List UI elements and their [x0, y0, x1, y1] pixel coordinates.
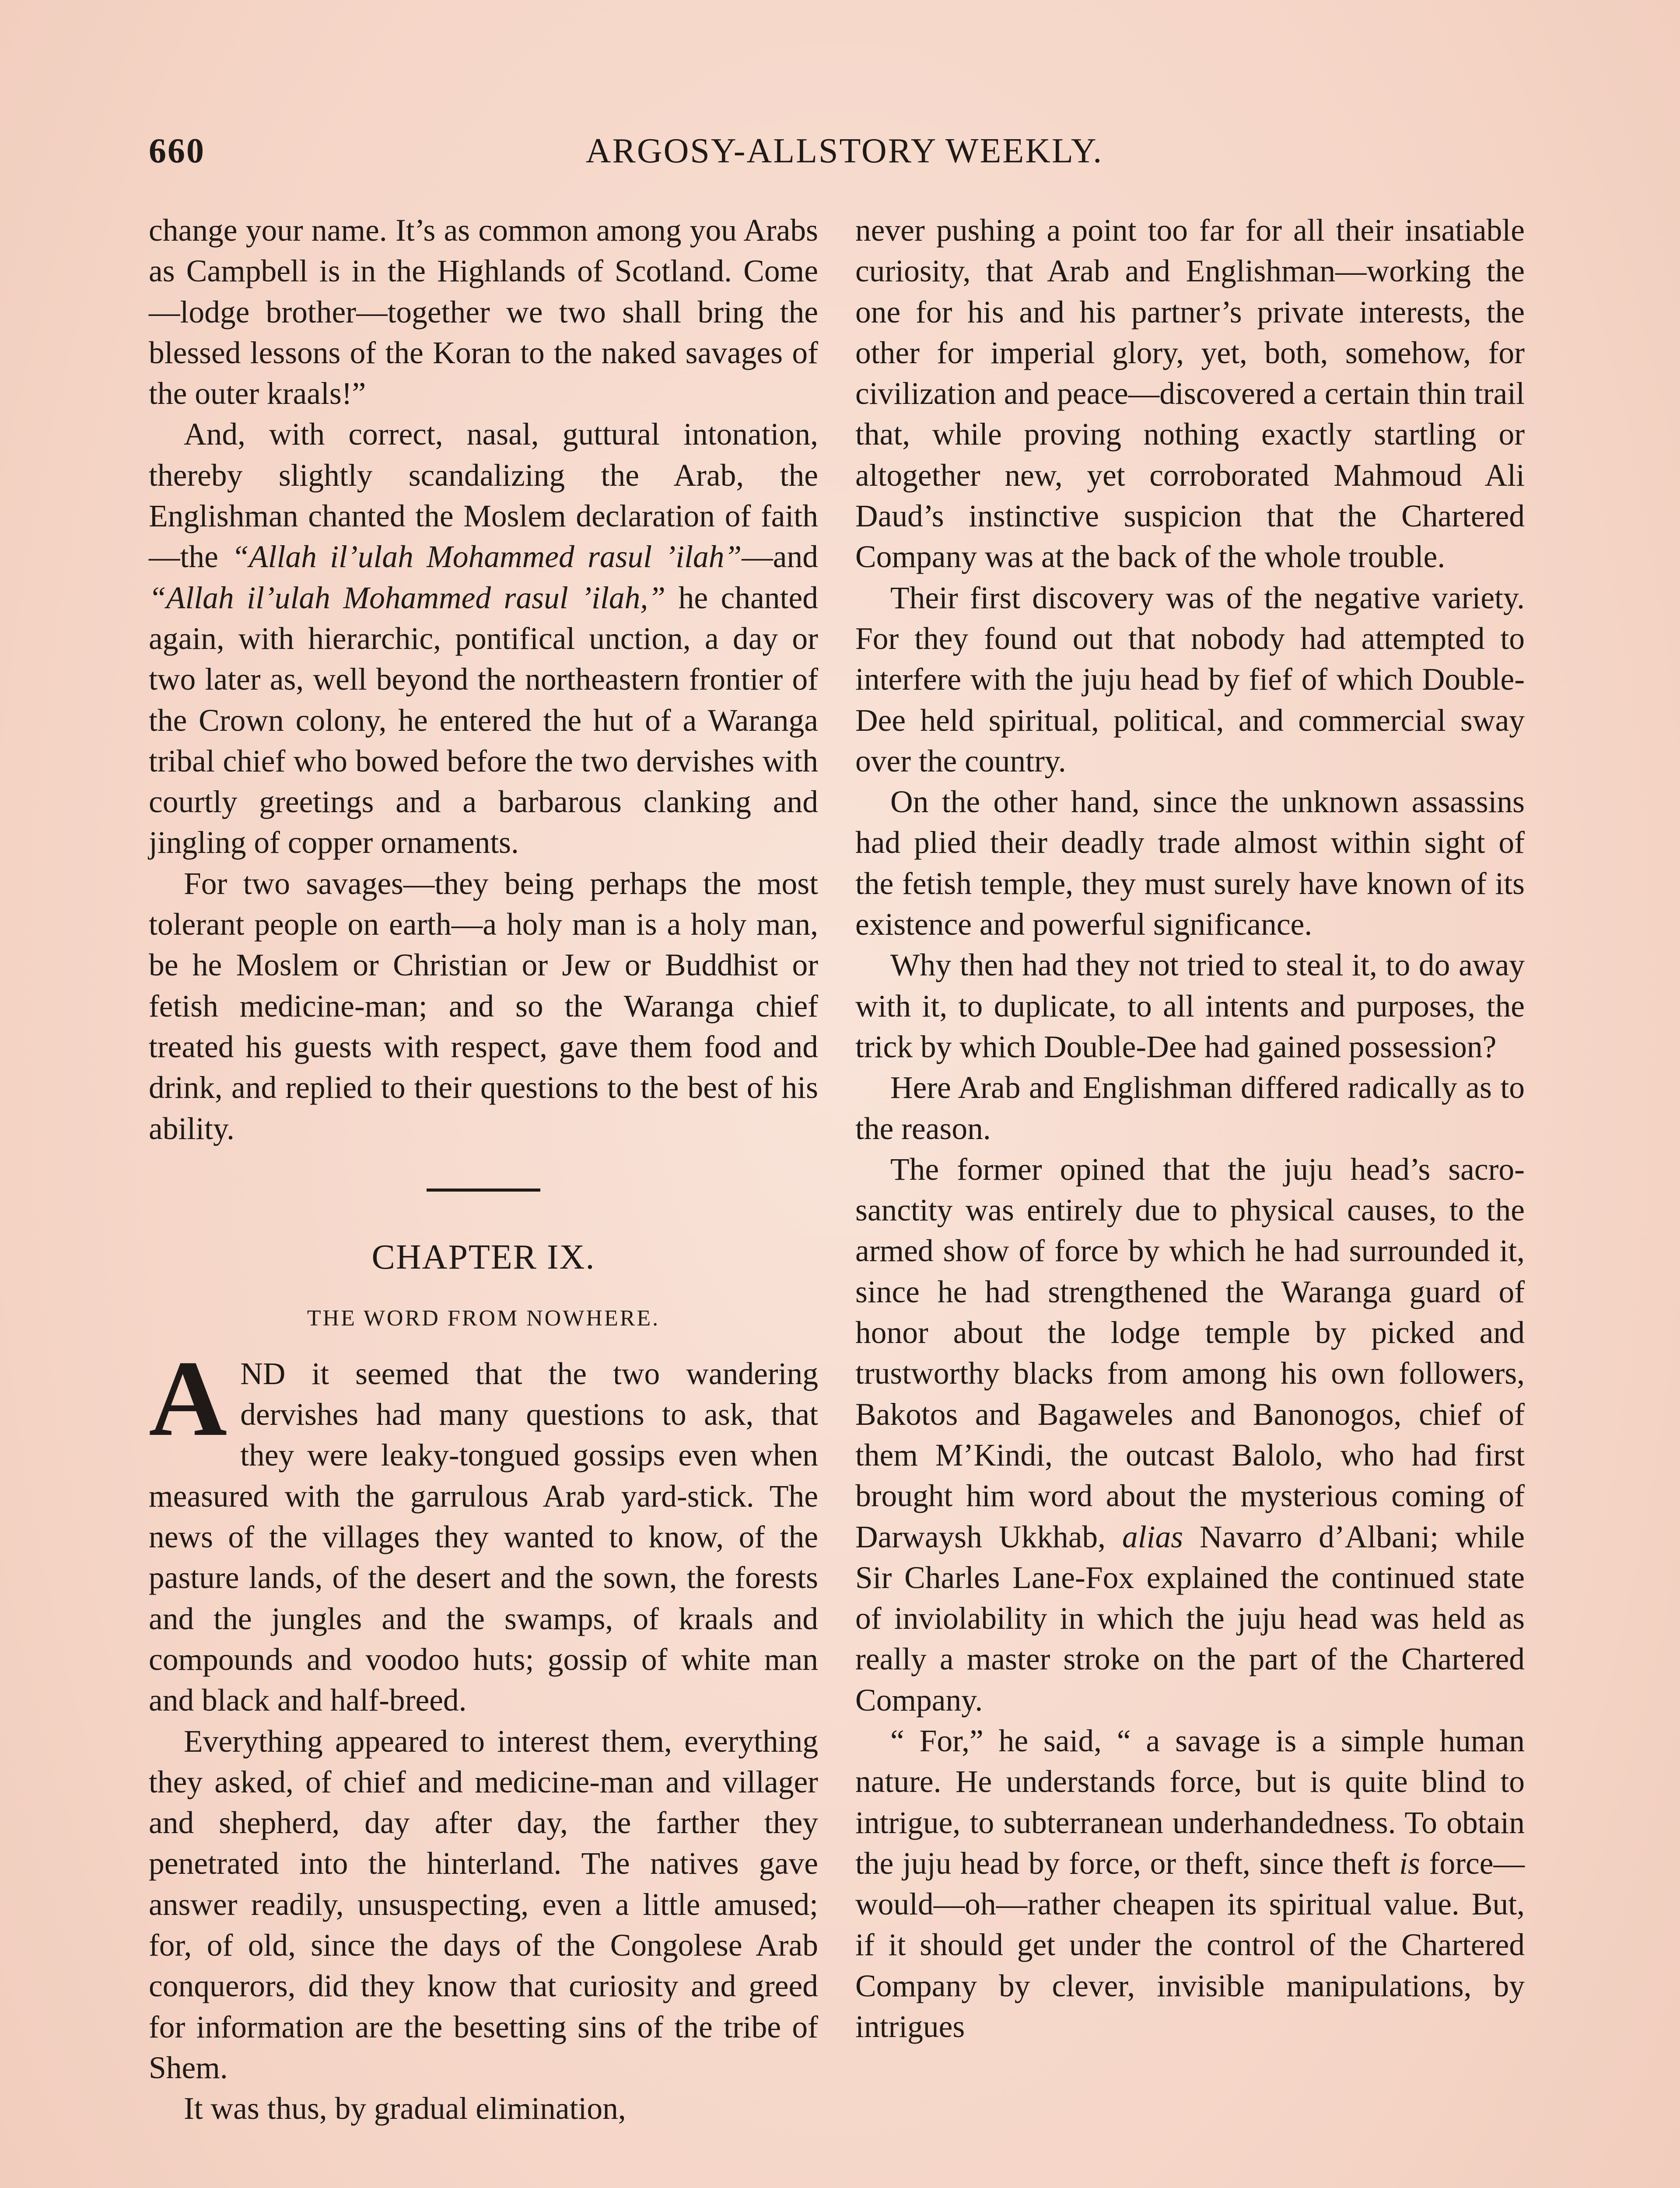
paragraph: On the other hand, since the unknown assassins had plied their deadly trade almost within sight of the fetish temple, they must surely have known of its existence and powerful significance.: [855, 785, 1525, 942]
paragraph: never pushing a point too far for all their insatiable curiosity, that Arab and Englishman—working the one for his and his partner’s private interests, the other for imperial glory, yet, both, somehow, for civilization and peace—discovered a certain thin trail that, while proving nothing exactly startling or altogether new, yet corroborated Mahmoud Ali Daud’s instinctive suspicion that the Chartered Company was at the back of the whole trouble.: [855, 213, 1525, 575]
page-number: 660: [149, 132, 205, 170]
right-column: [855, 210, 1525, 2047]
left-column: [149, 210, 818, 2129]
chapter-subtitle: THE WORD FROM NOWHERE.: [307, 1305, 660, 1331]
paragraph: For two savages—they being perhaps the most tolerant people on earth—a holy man is a holy man, be he Moslem or Christian or Jew or Buddhist or fetish medicine-man; and so the Waranga chief treated his guests with respect, gave them food and drink, and replied to their questions to the best of his ability.: [149, 866, 818, 1146]
section-divider: [427, 1189, 540, 1192]
paragraph: And, with correct, nasal, guttural intonation, thereby slightly scandalizing the Arab, the Englishman chanted the Moslem declaration of faith—the “Allah il’ulah Mohammed rasul ’ilah”—and “Allah il’ulah Mohammed rasul ’ilah,” he chanted again, with hierarchic, pontifical unction, a day or two later as, well beyond the northeastern frontier of the Crown colony, he entered the hut of a Waranga tribal chief who bowed before the two dervishes with courtly greetings and a barbarous clanking and jingling of copper ornaments.: [149, 417, 818, 860]
paragraph: Their first discovery was of the negative variety. For they found out that nobody had attempted to interfere with the juju head by fief of which Double-Dee held spiritual, political, and commercial sway over the country.: [855, 580, 1525, 778]
paragraph: It was thus, by gradual elimination,: [184, 2091, 626, 2126]
paragraph: “ For,” he said, “ a savage is a simple human nature. He understands force, but is quite blind to intrigue, to subterranean underhandedness. To obtain the juju head by force, or theft, since theft is force—would—oh—rather cheapen its spiritual value. But, if it should get under the control of the Chartered Company by clever, invisible manipulations, by intrigues: [855, 1723, 1525, 2044]
paragraph: Everything appeared to interest them, everything they asked, of chief and medicine-man and villager and shepherd, day after day, the farther they penetrated into the hinterland. The natives gave answer readily, unsuspecting, even a little amused; for, of old, since the days of the Congolese Arab conquerors, did they know that curiosity and greed for information are the besetting sins of the tribe of Shem.: [149, 1724, 818, 2085]
running-title: ARGOSY-ALLSTORY WEEKLY.: [585, 132, 1103, 170]
paragraph: Why then had they not tried to steal it, to do away with it, to duplicate, to all intents and purposes, the trick by which Double-Dee had gained possession?: [855, 948, 1525, 1064]
paragraph: Here Arab and Englishman differed radically as to the reason.: [855, 1070, 1525, 1146]
paragraph: The former opined that the juju head’s sacro-sanctity was entirely due to physical causes, to the armed show of force by which he had surrounded it, since he had strengthened the Waranga guard of honor about the lodge temple by picked and trustworthy blacks from among his own followers, Bakotos and Bagaweles and Banonogos, chief of them M’Kindi, the outcast Balolo, who had first brought him word about the mysterious coming of Darwaysh Ukkhab, alias Navarro d’Albani; while Sir Charles Lane-Fox explained the continued state of inviolability in which the juju head was held as really a master stroke on the part of the Chartered Company.: [855, 1152, 1525, 1718]
drop-cap: A: [149, 1338, 228, 1459]
paragraph: change your name. It’s as common among you Arabs as Campbell is in the Highlands of Scotland. Come—lodge brother—together we two shall bring the blessed lessons of the Koran to the naked savages of the outer kraals!”: [149, 213, 818, 411]
paragraph: AND it seemed that the two wandering dervishes had many questions to ask, that they were leaky-tongued gossips even when measured with the garrulous Arab yard-stick. The news of the villages they wanted to know, of the pasture lands, of the desert and the sown, the forests and the jungles and the swamps, of kraals and compounds and voodoo huts; gossip of white man and black and half-breed.: [149, 1338, 818, 1718]
page-header: [149, 131, 1540, 184]
chapter-title: CHAPTER IX.: [371, 1238, 595, 1276]
